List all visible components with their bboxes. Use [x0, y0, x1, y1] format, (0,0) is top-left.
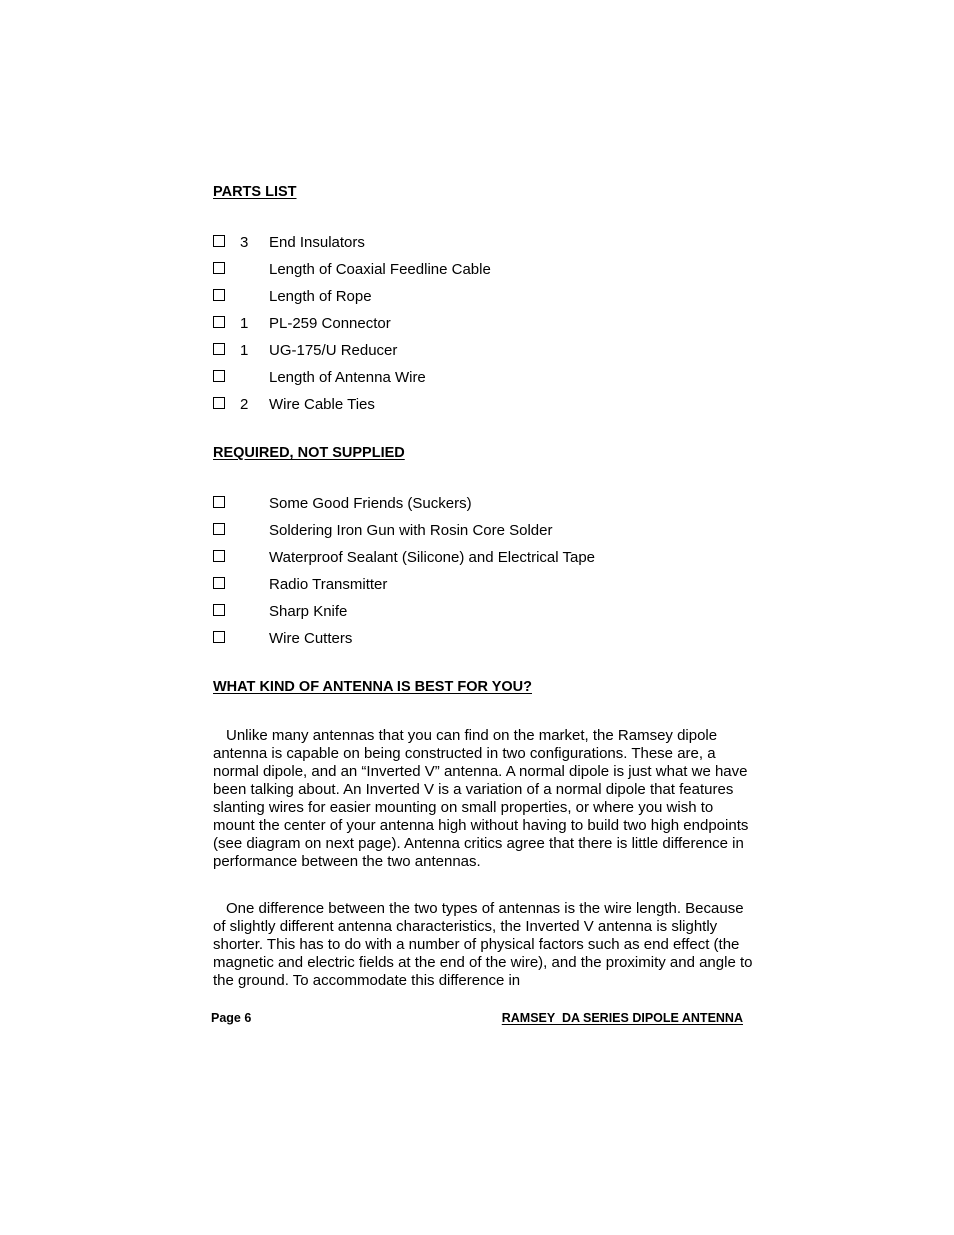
- item-description: Wire Cable Ties: [269, 396, 375, 413]
- checkbox-icon[interactable]: [213, 316, 227, 330]
- list-item: [213, 261, 773, 288]
- checkbox-icon[interactable]: [213, 631, 227, 645]
- checkbox-icon[interactable]: [213, 262, 227, 276]
- item-description: Sharp Knife: [269, 603, 348, 620]
- list-item: [213, 576, 773, 603]
- item-description: UG-175/U Reducer: [269, 342, 398, 359]
- item-quantity: 2: [240, 396, 249, 413]
- footer-title: RAMSEY DA SERIES DIPOLE ANTENNA: [501, 1011, 743, 1025]
- list-item: [213, 549, 773, 576]
- item-description: Radio Transmitter: [269, 576, 388, 593]
- body-paragraph: One difference between the two types of antennas is the wire length. Because of slightly different antenna characteristics, the Inverted V antenna is slightly shorter. This has to do with a number of physical factors such as end effect (the magnetic and electric fields at the end of the wire), and the proximity and angle to the ground. To accommodate this difference in: [213, 900, 753, 989]
- list-item: [213, 369, 773, 396]
- checkbox-icon[interactable]: [213, 523, 227, 537]
- list-item: [213, 315, 773, 342]
- checkbox-icon[interactable]: [213, 550, 227, 564]
- item-description: Waterproof Sealant (Silicone) and Electrical Tape: [269, 549, 596, 566]
- item-description: Length of Coaxial Feedline Cable: [269, 261, 491, 278]
- list-item: [213, 495, 773, 522]
- item-description: Soldering Iron Gun with Rosin Core Solder: [269, 522, 553, 539]
- antenna-section-heading: WHAT KIND OF ANTENNA IS BEST FOR YOU?: [213, 679, 532, 695]
- checkbox-icon[interactable]: [213, 397, 227, 411]
- list-item: [213, 342, 773, 369]
- checkbox-icon[interactable]: [213, 577, 227, 591]
- checkbox-icon[interactable]: [213, 235, 227, 249]
- item-description: Length of Rope: [269, 288, 372, 305]
- list-item: [213, 630, 773, 657]
- parts-list: [213, 234, 773, 423]
- checkbox-icon[interactable]: [213, 289, 227, 303]
- body-paragraph: Unlike many antennas that you can find on the market, the Ramsey dipole antenna is capable on being constructed in two configurations. These are, a normal dipole, and an “Inverted V” antenna. A normal dipole is just what we have been talking about. An Inverted V is a variation of a normal dipole that features slanting wires for easier mounting on small properties, or where you wish to mount the center of your antenna high without having to build two high endpoints (see diagram on next page). Antenna critics agree that there is little difference in performance between the two antennas.: [213, 727, 749, 870]
- required-list: [213, 495, 773, 657]
- checkbox-icon[interactable]: [213, 496, 227, 510]
- list-item: [213, 396, 773, 423]
- list-item: [213, 288, 773, 315]
- item-quantity: 3: [240, 234, 249, 251]
- parts-list-heading: PARTS LIST: [213, 184, 297, 200]
- list-item: [213, 522, 773, 549]
- list-item: [213, 234, 773, 261]
- item-quantity: 1: [240, 342, 249, 359]
- item-description: End Insulators: [269, 234, 365, 251]
- checkbox-icon[interactable]: [213, 343, 227, 357]
- checkbox-icon[interactable]: [213, 604, 227, 618]
- item-description: Length of Antenna Wire: [269, 369, 426, 386]
- page-number: Page 6: [211, 1011, 252, 1025]
- item-description: Wire Cutters: [269, 630, 353, 647]
- checkbox-icon[interactable]: [213, 370, 227, 384]
- item-description: PL-259 Connector: [269, 315, 391, 332]
- item-quantity: 1: [240, 315, 249, 332]
- list-item: [213, 603, 773, 630]
- item-description: Some Good Friends (Suckers): [269, 495, 472, 512]
- required-not-supplied-heading: REQUIRED, NOT SUPPLIED: [213, 445, 405, 461]
